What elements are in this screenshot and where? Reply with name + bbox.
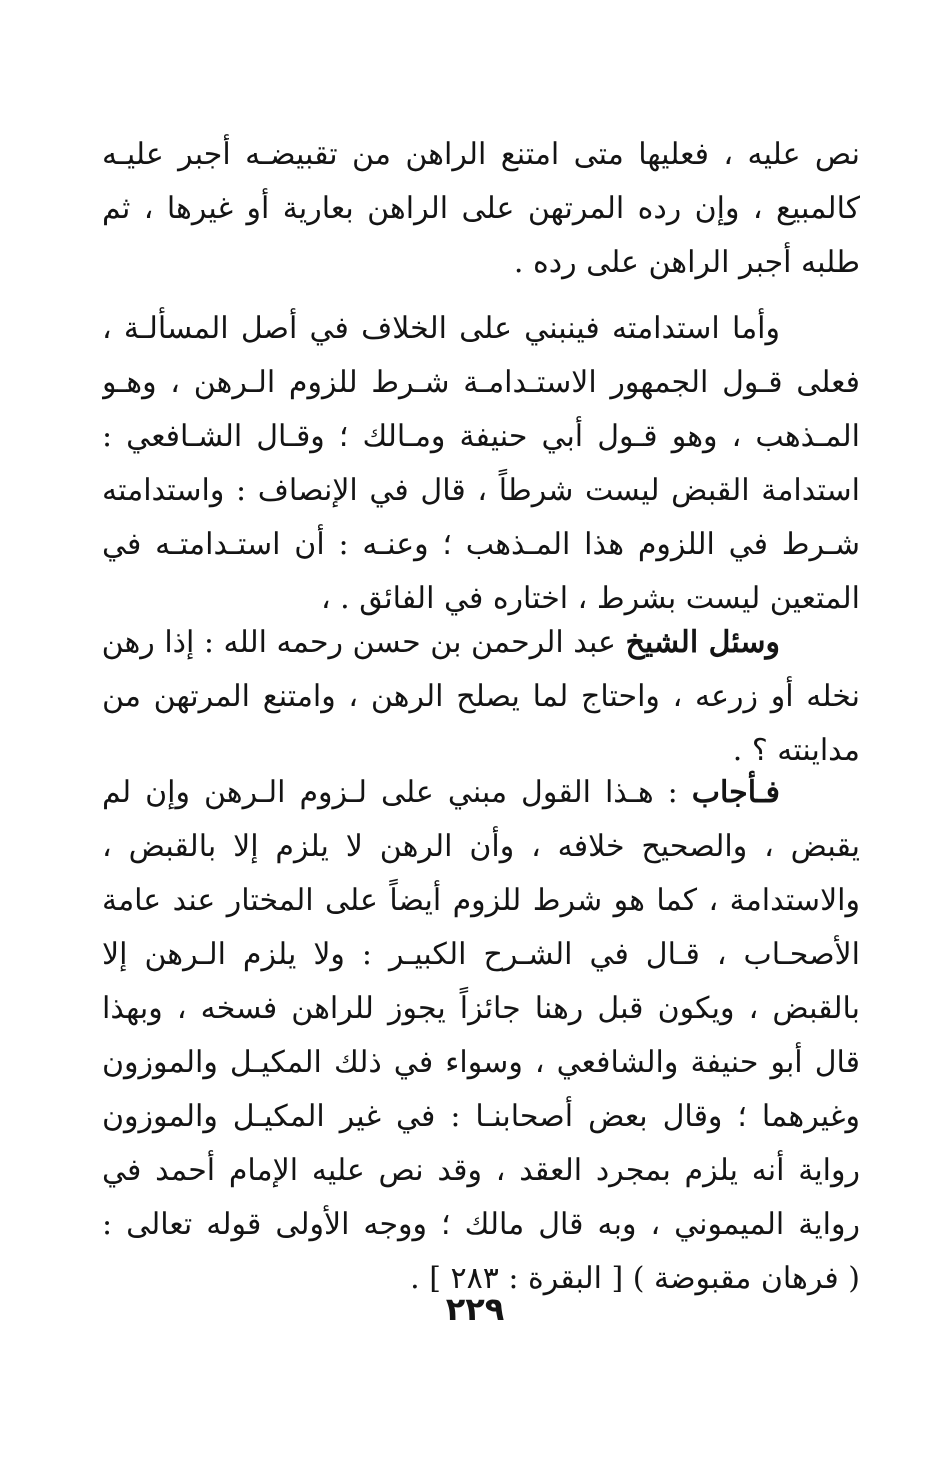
paragraph-line: وغيرهما ؛ وقال بعض أصحابنـا : في غير المكيـل والموزون: [102, 1099, 860, 1134]
paragraph-line: نص عليه ، فعليها متى امتنع الراهن من تقبيضـه أجبر عليـه: [102, 137, 860, 172]
paragraph-line: وأما استدامته فينبني على الخلاف في أصل المسألـة ،: [102, 311, 780, 346]
paragraph-line: رواية الميموني ، وبه قال مالك ؛ ووجه الأولى قوله تعالى :: [102, 1207, 860, 1242]
answer-lead: فـأجاب: [691, 775, 780, 810]
paragraph-line: شـرط في اللزوم هذا المـذهب ؛ وعنـه : أن استـدامتـه في: [102, 527, 860, 562]
paragraph-2: [102, 302, 860, 626]
paragraph-line: الأصحـاب ، قـال في الشـرح الكبيـر : ولا يلزم الـرهن إلا: [102, 937, 860, 972]
paragraph-1: [102, 128, 860, 290]
paragraph-line: استدامة القبض ليست شرطاً ، قال في الإنصاف : واستدامته: [102, 473, 860, 508]
paragraph-3: [102, 616, 860, 778]
paragraph-line: مداينته ؟ .: [732, 733, 860, 768]
paragraph-line: قال أبو حنيفة والشافعي ، وسواء في ذلك المكيـل والموزون: [102, 1045, 860, 1080]
question-lead: وسئل الشيخ: [625, 625, 780, 660]
paragraph-line: طلبه أجبر الراهن على رده .: [513, 245, 860, 280]
paragraph-line: [102, 766, 860, 820]
paragraph-line: ( فرهان مقبوضة ) [ البقرة : ٢٨٣ ] .: [410, 1261, 860, 1296]
paragraph-line-text: : هـذا القول مبني على لـزوم الـرهن وإن لم: [102, 775, 678, 810]
paragraph-4: [102, 766, 860, 1306]
paragraph-line: كالمبيع ، وإن رده المرتهن على الراهن بعارية أو غيرها ، ثم: [102, 191, 860, 226]
paragraph-line: المتعين ليست بشرط ، اختاره في الفائق . ،: [320, 581, 860, 616]
paragraph-line-text: عبد الرحمن بن حسن رحمه الله : إذا رهن: [102, 625, 616, 660]
paragraph-line: المـذهب ، وهو قـول أبي حنيفة ومـالك ؛ وقـال الشـافعي :: [102, 419, 860, 454]
page-number: ٢٢٩: [445, 1290, 505, 1328]
paragraph-line: يقبض ، والصحيح خلافه ، وأن الرهن لا يلزم إلا بالقبض ،: [102, 829, 860, 864]
paragraph-line: نخله أو زرعه ، واحتاج لما يصلح الرهن ، وامتنع المرتهن من: [102, 679, 860, 714]
paragraph-line: والاستدامة ، كما هو شرط للزوم أيضاً على المختار عند عامة: [102, 883, 860, 918]
paragraph-line: فعلى قـول الجمهور الاستـدامـة شـرط للزوم الـرهن ، وهـو: [102, 365, 860, 400]
paragraph-line: [102, 616, 860, 670]
paragraph-line: رواية أنه يلزم بمجرد العقد ، وقد نص عليه الإمام أحمد في: [102, 1153, 860, 1188]
paragraph-line: بالقبض ، ويكون قبل رهنا جائزاً يجوز للراهن فسخه ، وبهذا: [102, 991, 860, 1026]
